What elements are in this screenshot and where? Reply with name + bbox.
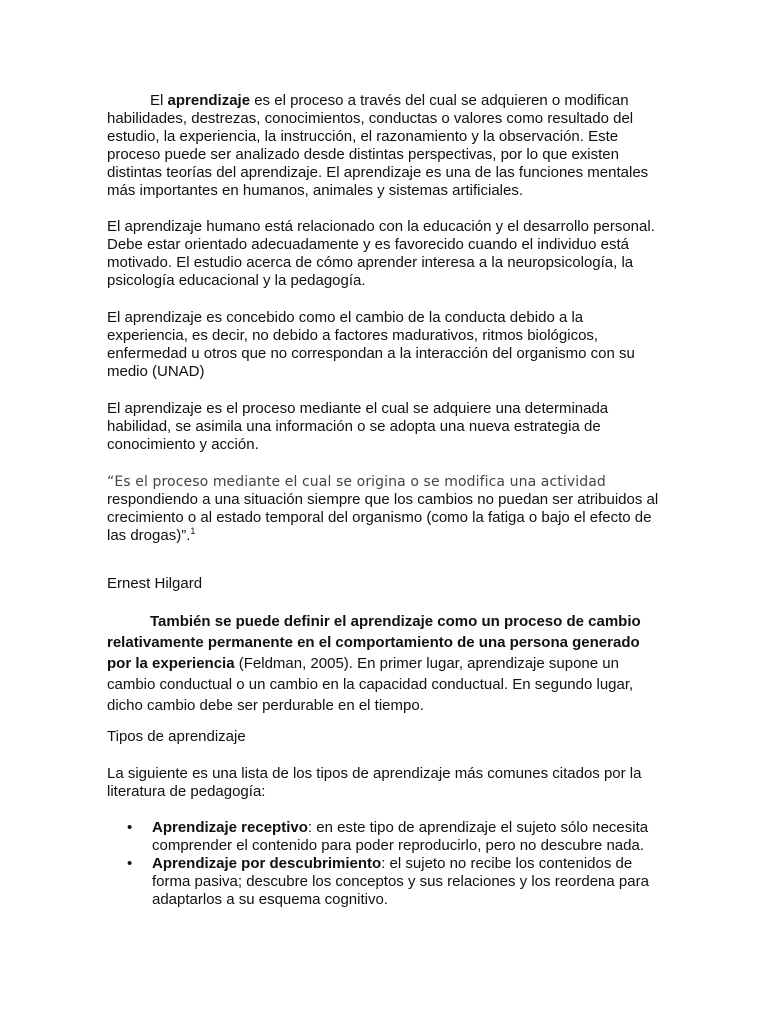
p1-lead: El [150, 92, 168, 109]
paragraph-behavior-change: El aprendizaje es concebido como el cambio de la conducta debido a la experiencia, es decir, no debido a factores madurativos, ritmos biológicos, enfermedad u otros que no correspondan a la interacción del organismo con su medio (UNAD) [107, 309, 635, 380]
paragraph-quote [107, 473, 667, 545]
paragraph-definition [107, 92, 667, 200]
list-item-term: Aprendizaje por descubrimiento [152, 855, 382, 872]
list-item-term: Aprendizaje receptivo [152, 819, 308, 836]
quote-first-line: “Es el proceso mediante el cual se origina o se modifica una actividad [107, 474, 606, 490]
list-item-description: : el sujeto no recibe los contenidos de forma pasiva; descubre los conceptos y sus relaciones y los reordena para adaptarlos a su esquema cognitivo. [152, 855, 649, 908]
paragraph-list-intro: La siguiente es una lista de los tipos de aprendizaje más comunes citados por la literatura de pedagogía: [107, 765, 642, 800]
list-item [107, 819, 667, 855]
bullet-icon: • [127, 819, 133, 836]
list-item [107, 855, 667, 909]
p1-rest: es el proceso a través del cual se adquieren o modifican habilidades, destrezas, conocimientos, conductas o valores como resultado del estudio, la experiencia, la instrucción, el razonamiento y la observación. Este proceso puede ser analizado desde distintas perspectivas, por lo que existen distintas teorías del aprendizaje. El aprendizaje es una de las funciones mentales más importantes en humanos, animales y sistemas artificiales. [107, 92, 649, 199]
bullet-icon: • [127, 855, 133, 872]
section-heading-types: Tipos de aprendizaje [107, 728, 246, 745]
quote-rest: respondiendo a una situación siempre que los cambios no puedan ser atribuidos al crecimiento o al estado temporal del organismo (como la fatiga o bajo el efecto de las drogas)”. [107, 491, 659, 544]
feldman-definition: También se puede definir el aprendizaje como un proceso de cambio relativamente permanente en el comportamiento de una persona generado por la experiencia [107, 613, 641, 672]
list-item-description: : en este tipo de aprendizaje el sujeto sólo necesita comprender el contenido para poder reproducirlo, pero no descubre nada. [152, 819, 649, 854]
paragraph-human-learning: El aprendizaje humano está relacionado con la educación y el desarrollo personal. Debe estar orientado adecuadamente y es favorecido cuando el individuo está motivado. El estudio acerca de cómo aprender interesa a la neuropsicología, la psicología educacional y la pedagogía. [107, 218, 655, 289]
term-aprendizaje: aprendizaje [167, 92, 251, 109]
feldman-rest: (Feldman, 2005). En primer lugar, aprendizaje supone un cambio conductual o un cambio en la capacidad conductual. En segundo lugar, dicho cambio debe ser perdurable en el tiempo. [107, 655, 634, 714]
footnote-marker: 1 [190, 526, 196, 536]
paragraph-feldman [107, 611, 667, 716]
document-page [107, 90, 667, 909]
learning-types-list [107, 819, 667, 909]
paragraph-process: El aprendizaje es el proceso mediante el cual se adquiere una determinada habilidad, se asimila una información o se adopta una nueva estrategia de conocimiento y acción. [107, 400, 609, 453]
quote-author: Ernest Hilgard [107, 575, 203, 592]
